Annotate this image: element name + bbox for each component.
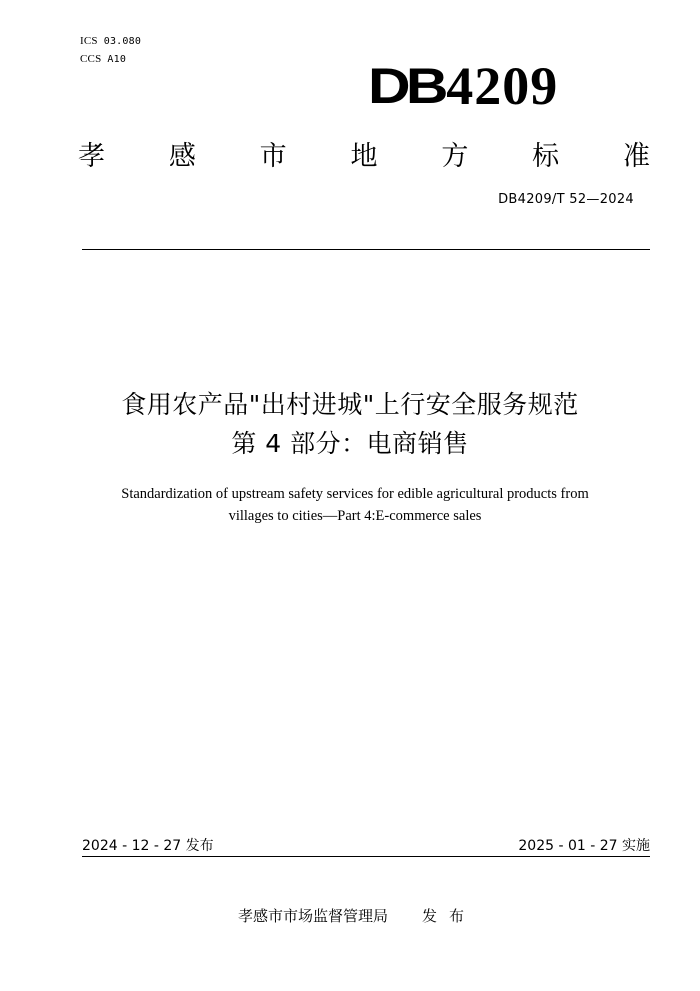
title-cn-line1: 食用农产品"出村进城"上行安全服务规范 [121, 390, 579, 419]
implement-date: 2025 - 01 - 27 实施 [518, 838, 650, 854]
standard-type-char: 准 [622, 141, 650, 172]
standard-type-char: 市 [259, 141, 287, 172]
top-divider [82, 249, 650, 250]
standard-type-char: 感 [168, 141, 196, 172]
standard-type-title [78, 134, 650, 173]
ccs-label: CCS [80, 53, 102, 65]
ccs-value: A10 [107, 54, 127, 65]
standard-type-char: 标 [532, 141, 560, 172]
logo-number: 4209 [446, 56, 559, 116]
title-en-line1: Standardization of upstream safety services for edible agricultural products from [121, 486, 589, 502]
title-cn-line2: 第 4 部分：电商销售 [231, 429, 469, 458]
bottom-divider [82, 856, 650, 857]
title-en-line2: villages to cities—Part 4:E-commerce sales [228, 508, 482, 524]
standard-type-char: 方 [441, 141, 469, 172]
ics-label: ICS [80, 35, 98, 47]
issue-date: 2024 - 12 - 27 发布 [82, 838, 214, 854]
db-logo [368, 58, 558, 114]
issuer-org: 孝感市市场监督管理局 [238, 907, 389, 925]
logo-prefix: DB [368, 58, 444, 114]
ics-code [80, 35, 141, 47]
standard-number: DB4209/T 52—2024 [498, 192, 634, 207]
standard-type-char: 地 [350, 141, 378, 172]
issuer-line [238, 905, 476, 926]
issuer-action: 发布 [422, 907, 477, 925]
ics-value: 03.080 [103, 36, 142, 47]
standard-type-char: 孝 [78, 141, 105, 172]
ccs-code [80, 53, 126, 65]
